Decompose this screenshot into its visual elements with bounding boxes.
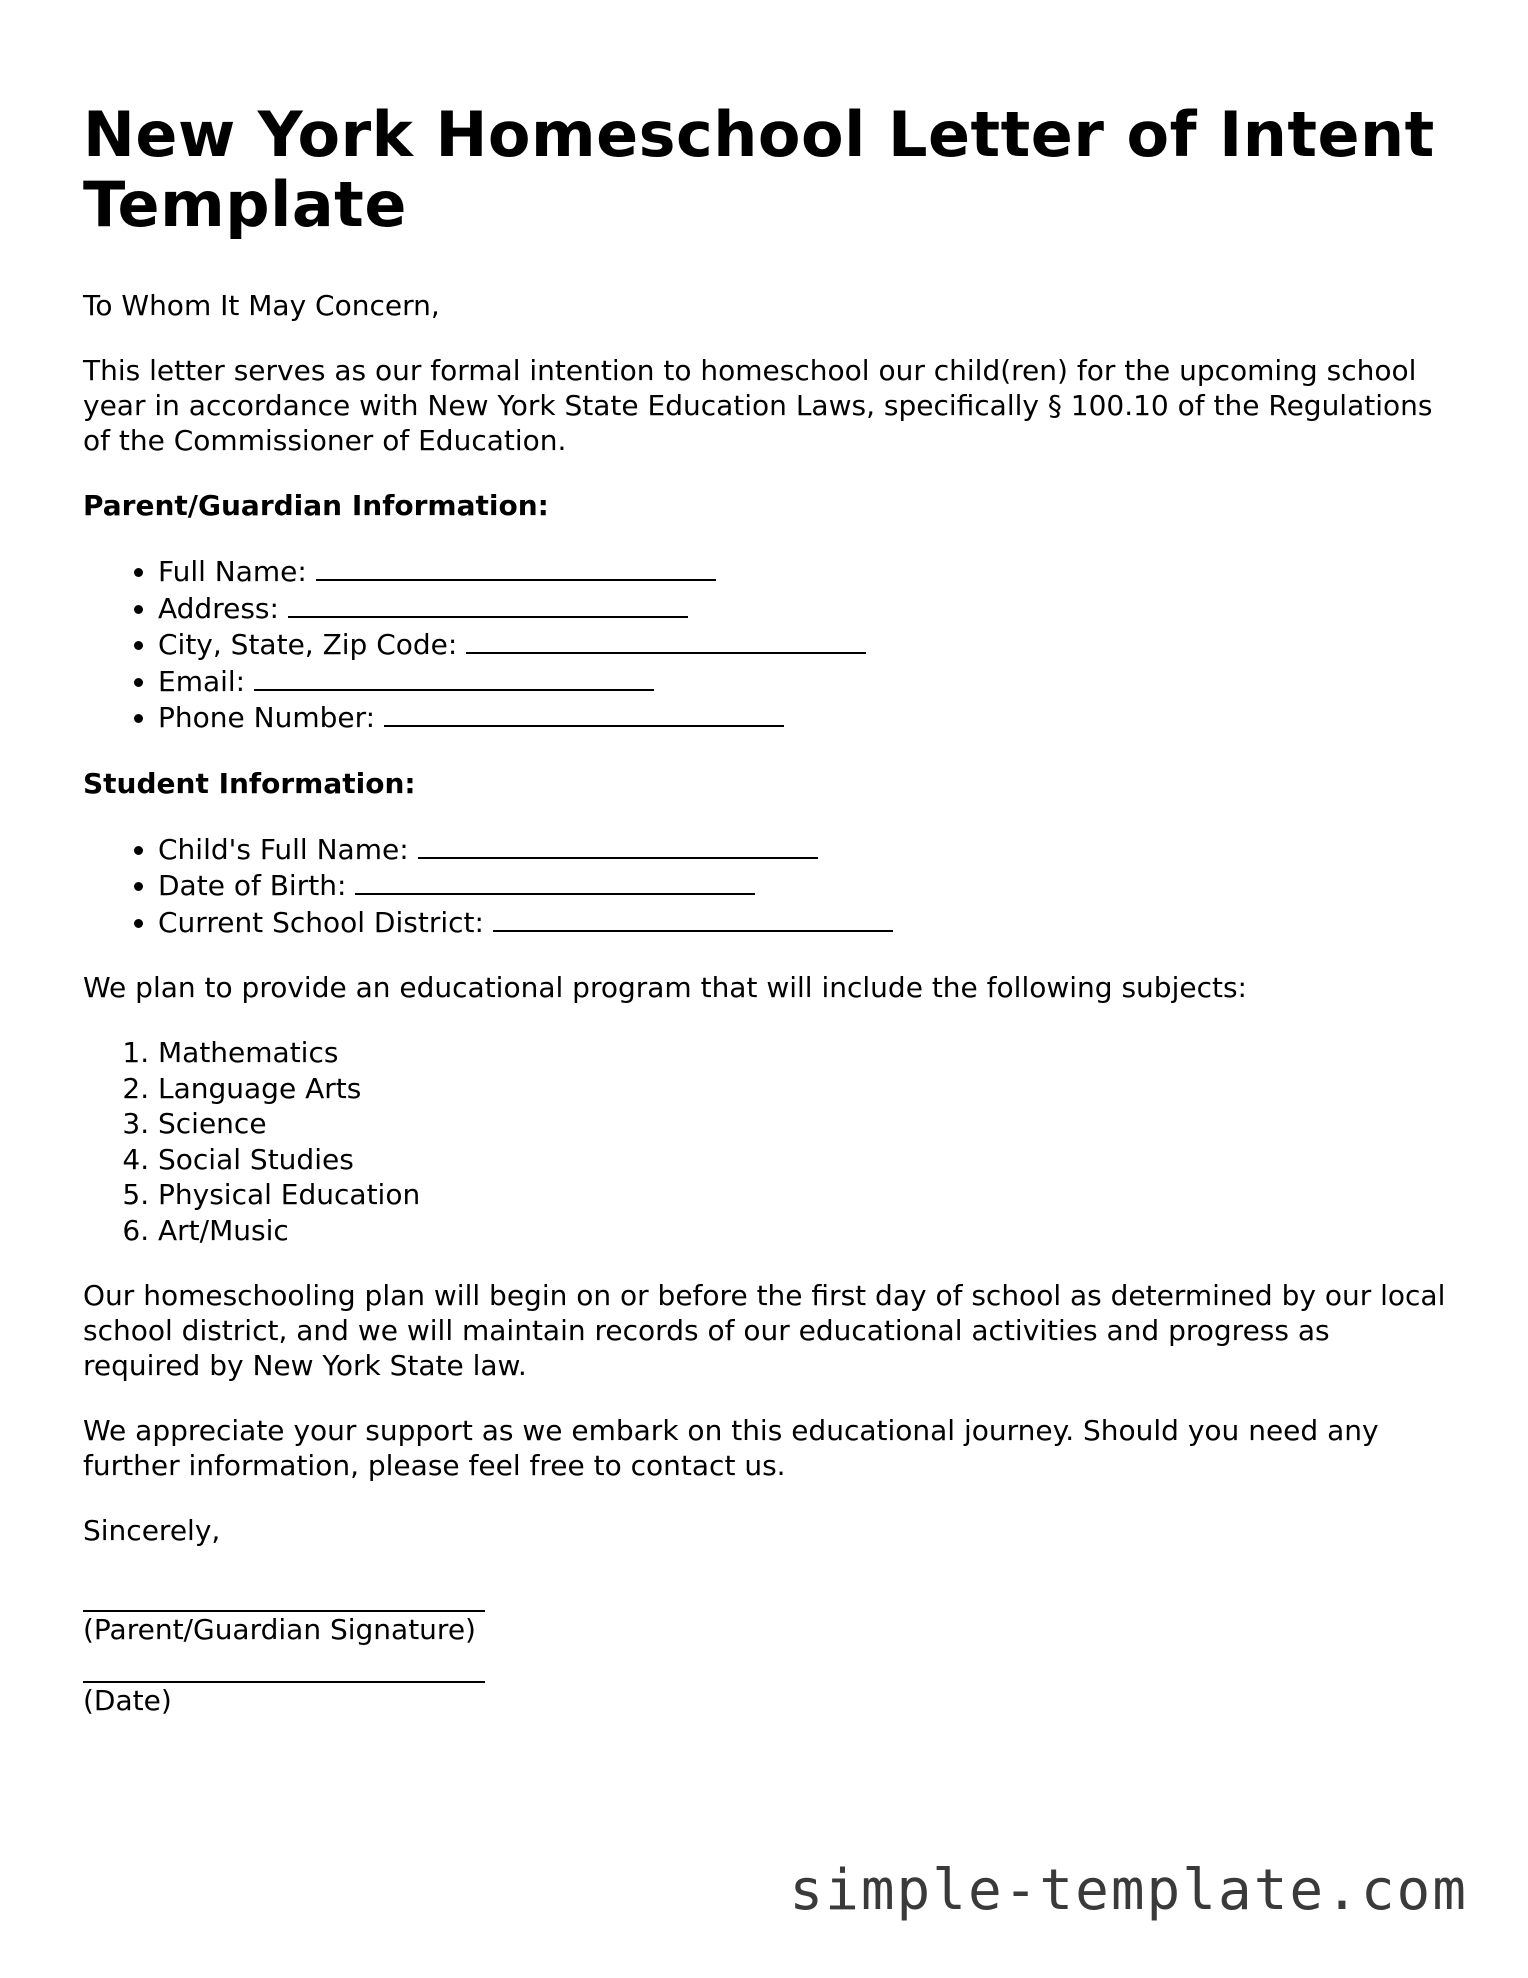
field-label: Child's Full Name:: [158, 832, 409, 866]
greeting: To Whom It May Concern,: [83, 289, 440, 322]
plan-paragraph: Our homeschooling plan will begin on or before the first day of school as determined by our local school district, and we will maintain records of our educational activities and progress as required by New York State law.: [83, 1279, 1446, 1382]
list-item: [158, 590, 1453, 627]
subject-item: 1. Mathematics: [158, 1035, 1453, 1071]
parent-fields-list: [83, 553, 1453, 736]
subject-item: 6. Art/Music: [158, 1213, 1453, 1249]
page-title: New York Homeschool Letter of Intent Template: [83, 98, 1435, 241]
field-label: Current School District:: [158, 905, 484, 939]
list-item: [158, 904, 1453, 941]
parent-section-heading: Parent/Guardian Information:: [83, 489, 549, 522]
signature-block: [83, 1610, 1453, 1718]
student-section-heading: Student Information:: [83, 766, 416, 800]
subjects-list: [83, 1035, 1453, 1248]
list-item: [158, 831, 1453, 868]
fill-in-blank[interactable]: [466, 626, 866, 654]
list-item: [158, 553, 1453, 590]
list-item: [158, 699, 1453, 736]
fill-in-blank[interactable]: [418, 831, 818, 859]
fill-in-blank[interactable]: [288, 590, 688, 618]
field-label: Full Name:: [158, 555, 307, 588]
student-fields-list: [83, 831, 1453, 941]
fill-in-blank[interactable]: [493, 904, 893, 932]
list-item: [158, 867, 1453, 904]
subject-item: 4. Social Studies: [158, 1142, 1453, 1178]
signoff: Sincerely,: [83, 1514, 221, 1547]
subjects-intro: We plan to provide an educational program that will include the following subjects:: [83, 971, 1247, 1004]
letter-page: [83, 100, 1453, 1718]
closing-paragraph: We appreciate your support as we embark on this educational journey. Should you need any further information, please feel free to contact us.: [83, 1414, 1379, 1482]
subject-item: 2. Language Arts: [158, 1071, 1453, 1107]
watermark: simple-template.com: [789, 1858, 1468, 1923]
field-label: Email:: [158, 664, 246, 698]
fill-in-blank[interactable]: [384, 699, 784, 727]
list-item: [158, 663, 1453, 700]
field-label: Address:: [158, 591, 279, 625]
signature-label: (Parent/Guardian Signature): [83, 1613, 476, 1646]
fill-in-blank[interactable]: [355, 867, 755, 895]
subject-item: 3. Science: [158, 1106, 1453, 1142]
subject-item: 5. Physical Education: [158, 1177, 1453, 1213]
list-item: [158, 626, 1453, 663]
field-label: Date of Birth:: [158, 869, 347, 902]
field-label: Phone Number:: [158, 701, 376, 734]
fill-in-blank[interactable]: [254, 663, 654, 691]
date-label: (Date): [83, 1684, 172, 1717]
intro-paragraph: This letter serves as our formal intention to homeschool our child(ren) for the upcoming school year in accordance with New York State Education Laws, specifically § 100.10 of the Regulations of the Commissioner of Education.: [83, 354, 1433, 457]
field-label: City, State, Zip Code:: [158, 628, 458, 661]
fill-in-blank[interactable]: [316, 553, 716, 581]
